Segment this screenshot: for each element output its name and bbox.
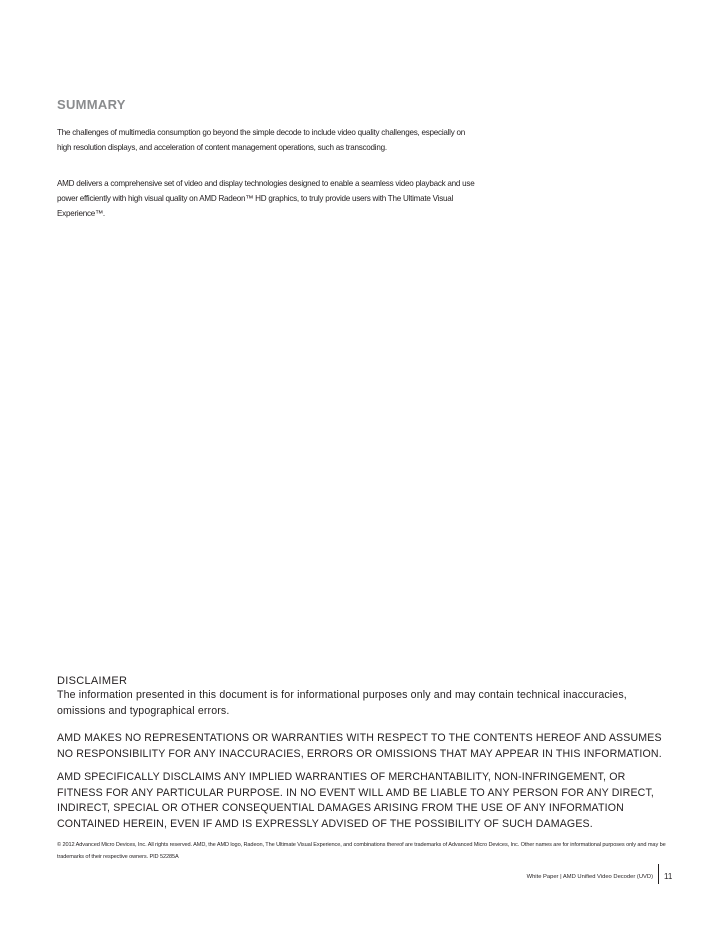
copyright-notice: © 2012 Advanced Micro Devices, Inc. All rights reserved. AMD, the AMD logo, Radeon, The Ultimate Visual Experience, and combinations thereof are trademarks of Advanced Micro Devices, Inc. Other names are for informational purposes only and may be trademarks of their respective owners. PID 52285A	[57, 842, 666, 860]
footer-divider	[658, 864, 659, 884]
disclaimer-paragraph-2: AMD MAKES NO REPRESENTATIONS OR WARRANTIES WITH RESPECT TO THE CONTENTS HEREOF AND ASSUMES NO RESPONSIBILITY FOR ANY INACCURACIES, ERRORS OR OMISSIONS THAT MAY APPEAR IN THIS INFORMATION.	[57, 732, 662, 760]
summary-paragraph-2: AMD delivers a comprehensive set of video and display technologies designed to enable a seamless video playback and use power efficiently with high visual quality on AMD Radeon™ HD graphics, to truly provide users with The Ultimate Visual Experience™.	[57, 179, 475, 218]
disclaimer-paragraph-1: The information presented in this document is for informational purposes only and may contain technical inaccuracies, omissions and typographical errors.	[57, 689, 627, 717]
summary-heading: SUMMARY	[57, 97, 126, 112]
page-number: 11	[664, 872, 673, 881]
summary-paragraph-1: The challenges of multimedia consumption go beyond the simple decode to include video quality challenges, especially on high resolution displays, and acceleration of content management operations, such as transcoding.	[57, 128, 466, 152]
disclaimer-paragraph-3: AMD SPECIFICALLY DISCLAIMS ANY IMPLIED WARRANTIES OF MERCHANTABILITY, NON-INFRINGEMENT, OR FITNESS FOR ANY PARTICULAR PURPOSE. IN NO EVENT WILL AMD BE LIABLE TO ANY PERSON FOR ANY DIRECT, INDIRECT, SPECIAL OR OTHER CONSEQUENTIAL DAMAGES ARISING FROM THE USE OF ANY INFORMATION CONTAINED HEREIN, EVEN IF AMD IS EXPRESSLY ADVISED OF THE POSSIBILITY OF SUCH DAMAGES.	[57, 771, 655, 830]
disclaimer-heading: DISCLAIMER	[57, 675, 128, 687]
footer-document-label: White Paper | AMD Unified Video Decoder (UVD)	[526, 874, 653, 880]
